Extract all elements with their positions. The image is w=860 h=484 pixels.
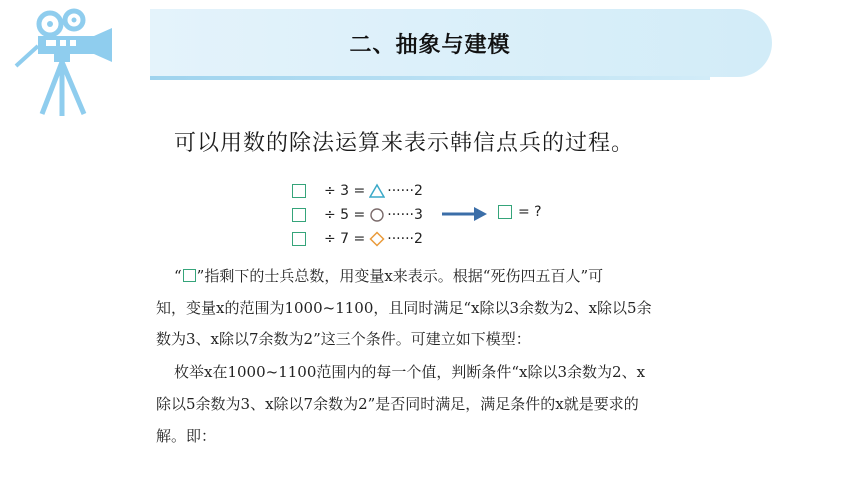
equation-row-2 <box>292 204 423 226</box>
divide-text: ÷ 5 = <box>324 207 366 223</box>
circle-icon <box>369 207 385 223</box>
movie-camera-icon <box>8 6 120 118</box>
paragraph-line-5: 除以5余数为3、x除以7余数为2”是否同时满足，满足条件的x就是要求的 <box>156 395 639 413</box>
result-text: = ? <box>518 204 542 220</box>
divide-text: ÷ 3 = <box>324 183 366 199</box>
remainder-text: ······2 <box>387 183 423 199</box>
result-expression <box>498 204 542 220</box>
formula-illustration <box>292 180 592 252</box>
intro-text: 可以用数的除法运算来表示韩信点兵的过程。 <box>174 131 635 156</box>
unknown-box <box>183 269 196 282</box>
unknown-box <box>292 208 306 222</box>
triangle-icon <box>369 183 385 199</box>
unknown-box <box>498 205 512 219</box>
unknown-box <box>292 232 306 246</box>
paragraph-line-3: 数为3、x除以7余数为2”这三个条件。可建立如下模型： <box>156 330 531 348</box>
unknown-box <box>292 184 306 198</box>
open-quote: “ <box>174 267 182 285</box>
equation-row-1 <box>292 180 423 202</box>
equation-row-3 <box>292 228 423 250</box>
divide-text: ÷ 7 = <box>324 231 366 247</box>
page-title: 二、抽象与建模 <box>349 32 511 58</box>
line-text: ”指剩下的士兵总数，用变量x来表示。根据“死伤四五百人”可 <box>196 267 604 285</box>
remainder-text: ······3 <box>387 207 423 223</box>
paragraph-line-1 <box>174 262 764 290</box>
paragraph-line-4: 枚举x在1000~1100范围内的每一个值，判断条件“x除以3余数为2、x <box>174 363 646 381</box>
arrow-right-icon <box>442 206 488 222</box>
remainder-text: ······2 <box>387 231 423 247</box>
diamond-icon <box>369 231 385 247</box>
paragraph-line-2: 知，变量x的范围为1000~1100，且同时满足“x除以3余数为2、x除以5余 <box>156 299 652 317</box>
paragraph-line-6: 解。即： <box>156 427 217 445</box>
